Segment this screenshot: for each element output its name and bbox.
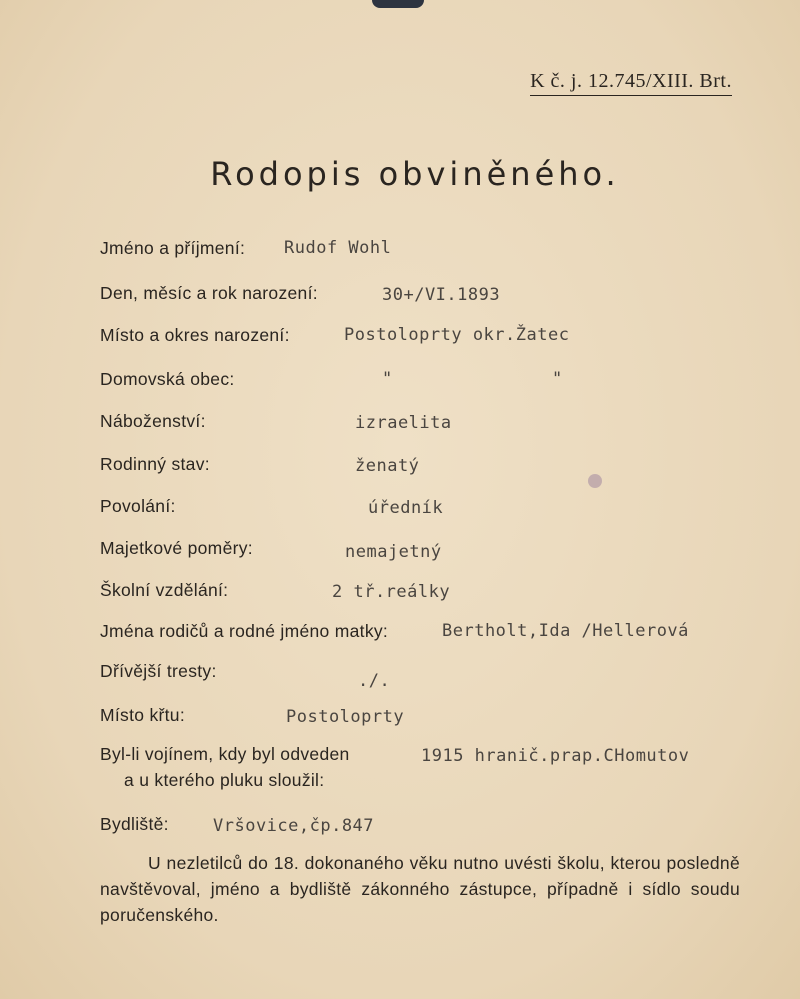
field-property: [100, 538, 780, 568]
field-value: ./.: [358, 671, 391, 691]
reference-number: K č. j. 12.745/XIII. Brt.: [530, 70, 732, 96]
field-label-continued: a u kterého pluku sloužil:: [124, 770, 325, 790]
field-value: ": [382, 369, 393, 389]
field-previous-convictions: [100, 661, 780, 691]
field-name: [100, 238, 780, 268]
field-label: Jméno a příjmení:: [100, 238, 246, 258]
field-value: izraelita: [355, 413, 452, 433]
field-label: Den, měsíc a rok narození:: [100, 283, 318, 303]
field-label: Povolání:: [100, 496, 176, 516]
ink-stain: [588, 474, 602, 488]
field-label: Byl-li vojínem, kdy byl odveden: [100, 744, 350, 764]
field-home-municipality: [100, 369, 780, 399]
field-label: Místo křtu:: [100, 705, 185, 725]
field-label: Školní vzdělání:: [100, 580, 229, 600]
field-label: Bydliště:: [100, 814, 169, 834]
field-label: Místo a okres narození:: [100, 325, 290, 345]
field-label: Rodinný stav:: [100, 454, 210, 474]
field-birth-place: [100, 325, 780, 355]
field-value: ": [552, 369, 563, 389]
field-label: Dřívější tresty:: [100, 661, 217, 681]
field-education: [100, 580, 780, 610]
field-military-service: [100, 744, 780, 800]
field-residence: [100, 814, 780, 844]
field-value: ženatý: [355, 456, 420, 476]
field-religion: [100, 411, 780, 441]
field-occupation: [100, 496, 780, 526]
binder-tab: [372, 0, 424, 8]
field-value: úředník: [368, 498, 444, 518]
field-value: Postoloprty: [286, 707, 405, 727]
field-value: 2 tř.reálky: [332, 582, 451, 602]
field-value: 30+/VI.1893: [382, 285, 501, 305]
field-value: nemajetný: [345, 542, 442, 562]
field-label: Jména rodičů a rodné jméno matky:: [100, 621, 389, 641]
field-label: Domovská obec:: [100, 369, 235, 389]
field-parents: [100, 621, 780, 651]
field-value: Vršovice,čp.847: [213, 816, 375, 836]
field-value: Rudof Wohl: [284, 238, 392, 258]
field-label: Náboženství:: [100, 411, 206, 431]
field-value: Bertholt,Ida /Hellerová: [442, 621, 689, 641]
field-value: 1915 hranič.prap.CHomutov: [421, 746, 690, 766]
field-baptism-place: [100, 705, 780, 735]
field-birth-date: [100, 283, 780, 313]
field-value: Postoloprty okr.Žatec: [344, 325, 570, 345]
page-title: Rodopis obviněného.: [210, 155, 620, 193]
field-marital-status: [100, 454, 780, 484]
field-label: Majetkové poměry:: [100, 538, 253, 558]
minors-note: U nezletilců do 18. dokonaného věku nutno uvésti školu, kterou posledně navštěvoval, jméno a bydliště zákonného zástupce, případně i sídlo soudu poručenského.: [100, 853, 740, 925]
